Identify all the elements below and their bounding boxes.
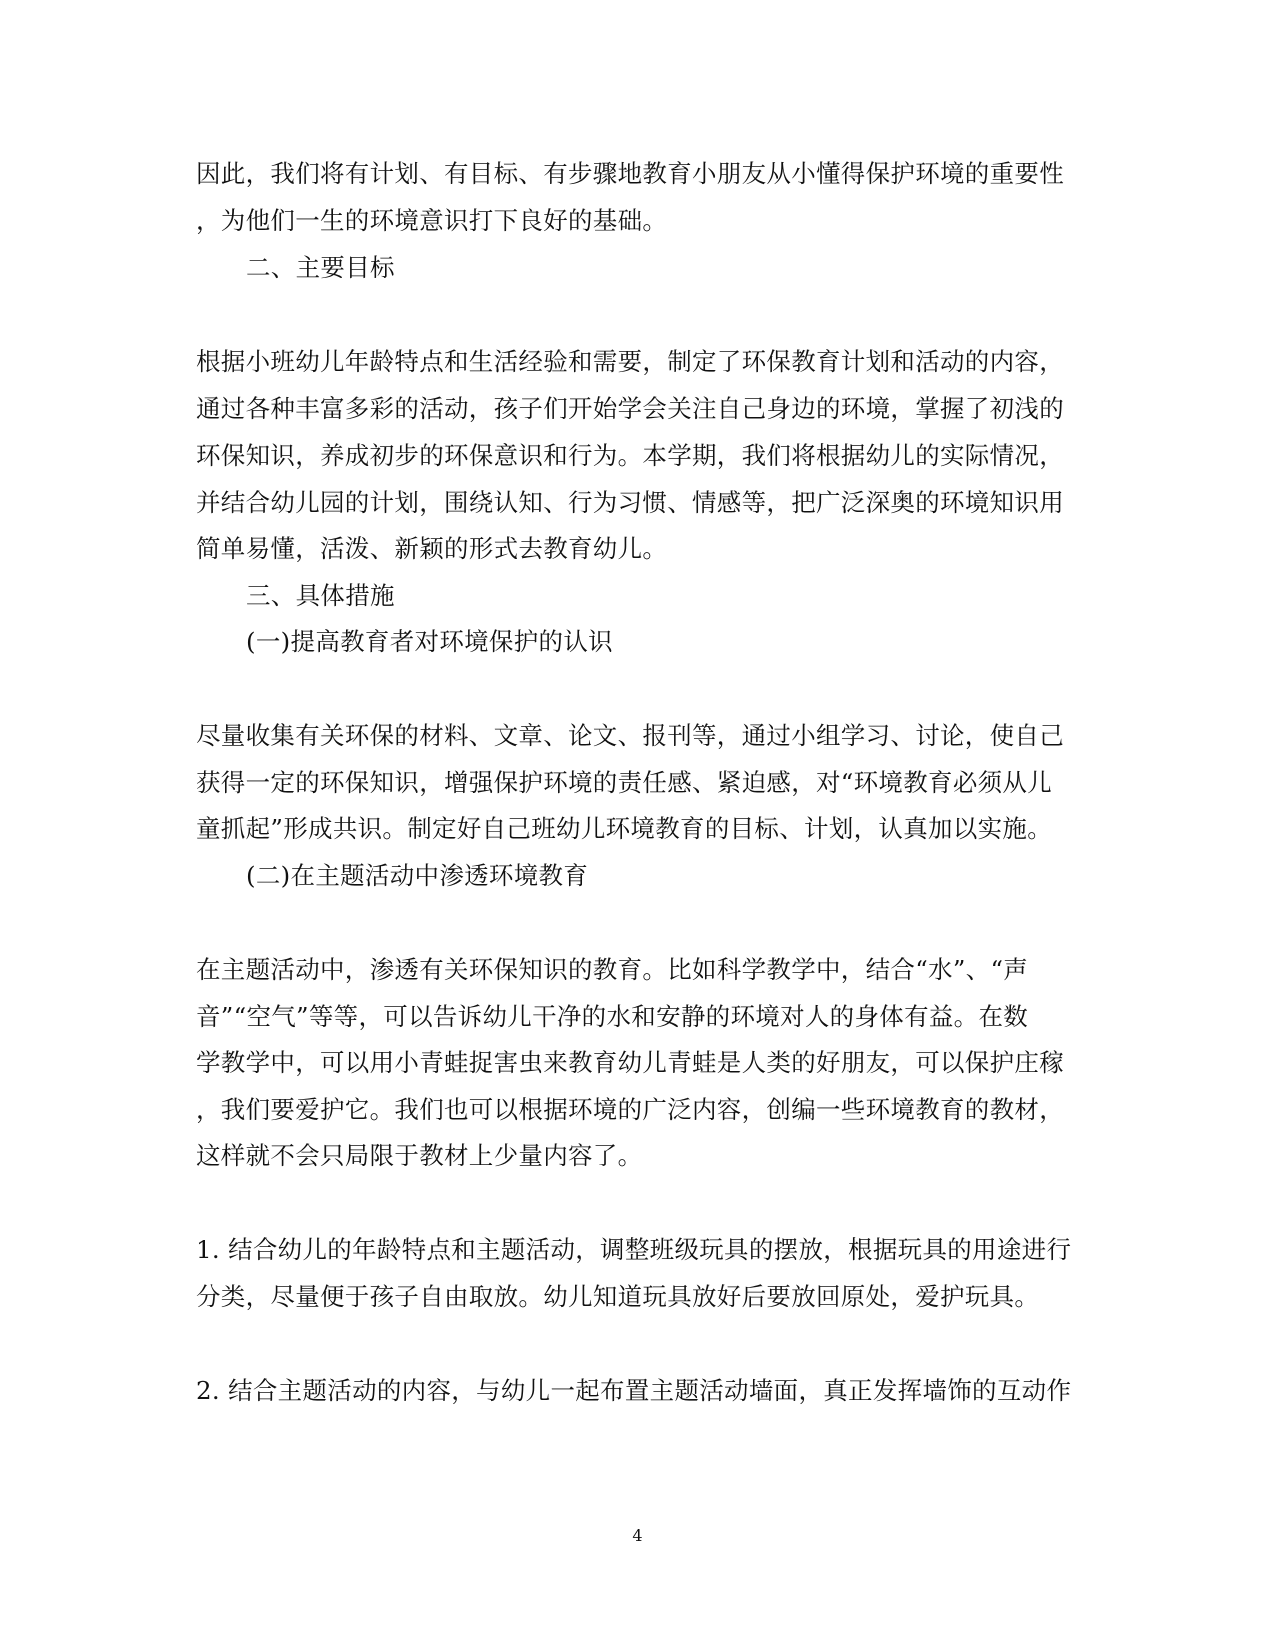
paragraph-line: 简单易懂，活泼、新颖的形式去教育幼儿。 xyxy=(196,534,668,563)
list-item-line: 分类，尽量便于孩子自由取放。幼儿知道玩具放好后要放回原处，爱护玩具。 xyxy=(196,1282,1040,1311)
section-heading: 三、具体措施 xyxy=(246,581,395,610)
paragraph-line: ，为他们一生的环境意识打下良好的基础。 xyxy=(196,206,668,235)
page-number: 4 xyxy=(632,1526,643,1545)
paragraph-line: 因此，我们将有计划、有目标、有步骤地教育小朋友从小懂得保护环境的重要性 xyxy=(196,159,1064,188)
paragraph-line: 根据小班幼儿年龄特点和生活经验和需要，制定了环保教育计划和活动的内容， xyxy=(196,347,1064,376)
paragraph-line: 通过各种丰富多彩的活动，孩子们开始学会关注自己身边的环境，掌握了初浅的 xyxy=(196,394,1064,423)
section-heading: 二、主要目标 xyxy=(246,253,395,282)
subsection-heading: (二)在主题活动中渗透环境教育 xyxy=(246,861,589,890)
paragraph-line: 学教学中，可以用小青蛙捉害虫来教育幼儿青蛙是人类的好朋友，可以保护庄稼 xyxy=(196,1048,1064,1077)
paragraph-line: ，我们要爱护它。我们也可以根据环境的广泛内容，创编一些环境教育的教材， xyxy=(196,1095,1064,1124)
paragraph-line: 这样就不会只局限于教材上少量内容了。 xyxy=(196,1141,643,1170)
paragraph-line: 在主题活动中，渗透有关环保知识的教育。比如科学教学中，结合“水”、“声 xyxy=(196,955,1029,984)
paragraph-line: 童抓起”形成共识。制定好自己班幼儿环境教育的目标、计划，认真加以实施。 xyxy=(196,814,1053,843)
list-item-line: 2. 结合主题活动的内容，与幼儿一起布置主题活动墙面，真正发挥墙饰的互动作 xyxy=(196,1376,1072,1405)
subsection-heading: (一)提高教育者对环境保护的认识 xyxy=(246,627,613,656)
paragraph-line: 环保知识，养成初步的环保意识和行为。本学期，我们将根据幼儿的实际情况， xyxy=(196,441,1064,470)
paragraph-line: 尽量收集有关环保的材料、文章、论文、报刊等，通过小组学习、讨论，使自己 xyxy=(196,721,1064,750)
paragraph-line: 音”“空气”等等，可以告诉幼儿干净的水和安静的环境对人的身体有益。在数 xyxy=(196,1002,1029,1031)
paragraph-line: 并结合幼儿园的计划，围绕认知、行为习惯、情感等，把广泛深奥的环境知识用 xyxy=(196,488,1064,517)
list-item-line: 1. 结合幼儿的年龄特点和主题活动，调整班级玩具的摆放，根据玩具的用途进行 xyxy=(196,1235,1072,1264)
paragraph-line: 获得一定的环保知识，增强保护环境的责任感、紧迫感，对“环境教育必须从儿 xyxy=(196,768,1053,797)
